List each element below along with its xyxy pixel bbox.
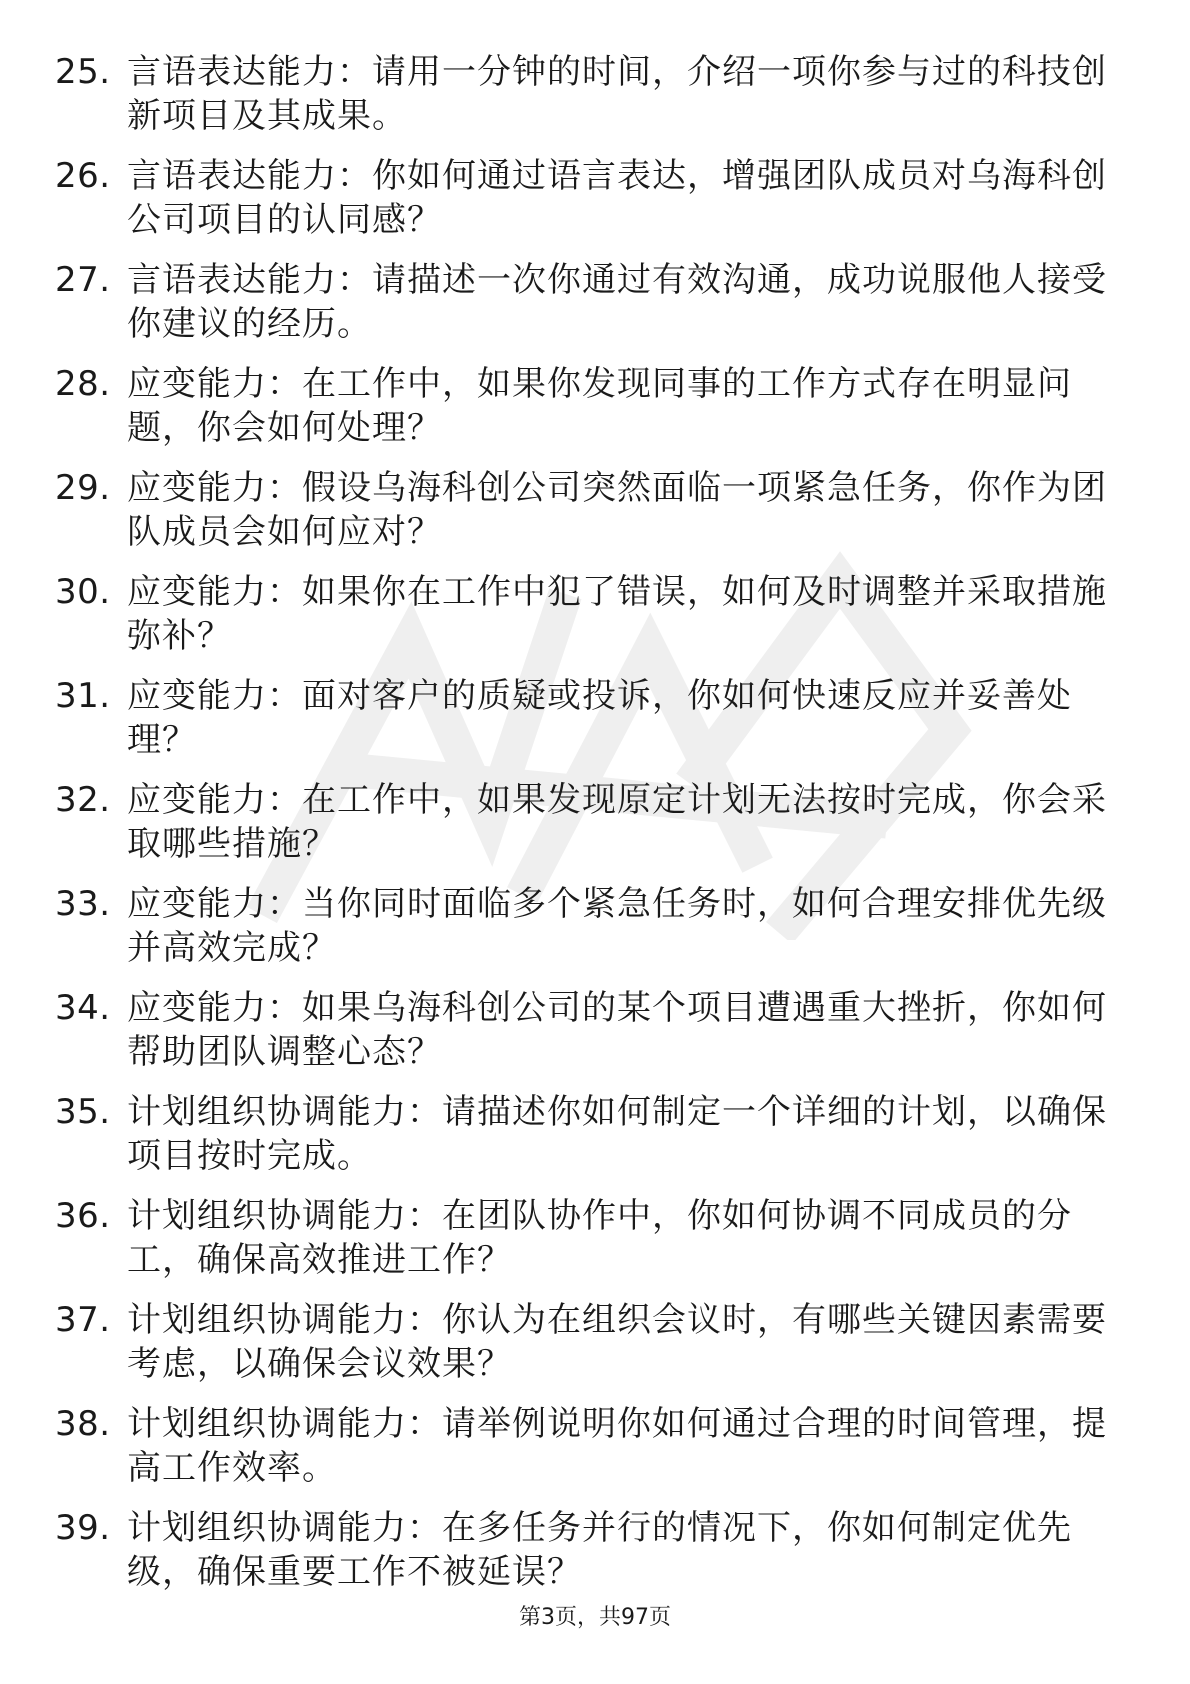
question-text: 计划组织协调能力：你认为在组织会议时，有哪些关键因素需要考虑，以确保会议效果？ bbox=[127, 1300, 1107, 1384]
question-number: 37. bbox=[55, 1300, 111, 1340]
question-item bbox=[55, 1506, 1115, 1610]
question-item bbox=[55, 258, 1115, 362]
question-item bbox=[55, 1194, 1115, 1298]
question-text: 言语表达能力：你如何通过语言表达，增强团队成员对乌海科创公司项目的认同感？ bbox=[127, 156, 1107, 240]
question-number: 33. bbox=[55, 884, 111, 924]
question-item bbox=[55, 50, 1115, 154]
question-number: 26. bbox=[55, 156, 111, 196]
question-text: 计划组织协调能力：请举例说明你如何通过合理的时间管理，提高工作效率。 bbox=[127, 1404, 1107, 1488]
question-item bbox=[55, 362, 1115, 466]
question-number: 38. bbox=[55, 1404, 111, 1444]
question-text: 言语表达能力：请用一分钟的时间，介绍一项你参与过的科技创新项目及其成果。 bbox=[127, 52, 1107, 136]
question-number: 31. bbox=[55, 676, 111, 716]
question-number: 28. bbox=[55, 364, 111, 404]
question-item bbox=[55, 1298, 1115, 1402]
question-item bbox=[55, 882, 1115, 986]
question-text: 应变能力：在工作中，如果发现原定计划无法按时完成，你会采取哪些措施？ bbox=[127, 780, 1107, 864]
question-item bbox=[55, 778, 1115, 882]
question-number: 32. bbox=[55, 780, 111, 820]
question-number: 35. bbox=[55, 1092, 111, 1132]
question-number: 25. bbox=[55, 52, 111, 92]
question-text: 应变能力：如果乌海科创公司的某个项目遭遇重大挫折，你如何帮助团队调整心态？ bbox=[127, 988, 1107, 1072]
page-number-footer: 第3页，共97页 bbox=[519, 1605, 671, 1630]
question-number: 34. bbox=[55, 988, 111, 1028]
question-item bbox=[55, 674, 1115, 778]
question-item bbox=[55, 466, 1115, 570]
question-text: 言语表达能力：请描述一次你通过有效沟通，成功说服他人接受你建议的经历。 bbox=[127, 260, 1107, 344]
question-text: 应变能力：当你同时面临多个紧急任务时，如何合理安排优先级并高效完成？ bbox=[127, 884, 1107, 968]
question-text: 应变能力：面对客户的质疑或投诉，你如何快速反应并妥善处理？ bbox=[127, 676, 1072, 760]
question-item bbox=[55, 1402, 1115, 1506]
question-item bbox=[55, 570, 1115, 674]
question-text: 应变能力：在工作中，如果你发现同事的工作方式存在明显问题，你会如何处理？ bbox=[127, 364, 1072, 448]
question-number: 29. bbox=[55, 468, 111, 508]
question-text: 计划组织协调能力：请描述你如何制定一个详细的计划，以确保项目按时完成。 bbox=[127, 1092, 1107, 1176]
question-item bbox=[55, 986, 1115, 1090]
question-text: 计划组织协调能力：在多任务并行的情况下，你如何制定优先级，确保重要工作不被延误？ bbox=[127, 1508, 1072, 1592]
question-text: 计划组织协调能力：在团队协作中，你如何协调不同成员的分工，确保高效推进工作？ bbox=[127, 1196, 1072, 1280]
question-number: 36. bbox=[55, 1196, 111, 1236]
question-text: 应变能力：如果你在工作中犯了错误，如何及时调整并采取措施弥补？ bbox=[127, 572, 1107, 656]
question-number: 27. bbox=[55, 260, 111, 300]
question-item bbox=[55, 154, 1115, 258]
question-list bbox=[55, 50, 1115, 1610]
question-number: 39. bbox=[55, 1508, 111, 1548]
question-item bbox=[55, 1090, 1115, 1194]
question-number: 30. bbox=[55, 572, 111, 612]
question-text: 应变能力：假设乌海科创公司突然面临一项紧急任务，你作为团队成员会如何应对？ bbox=[127, 468, 1107, 552]
